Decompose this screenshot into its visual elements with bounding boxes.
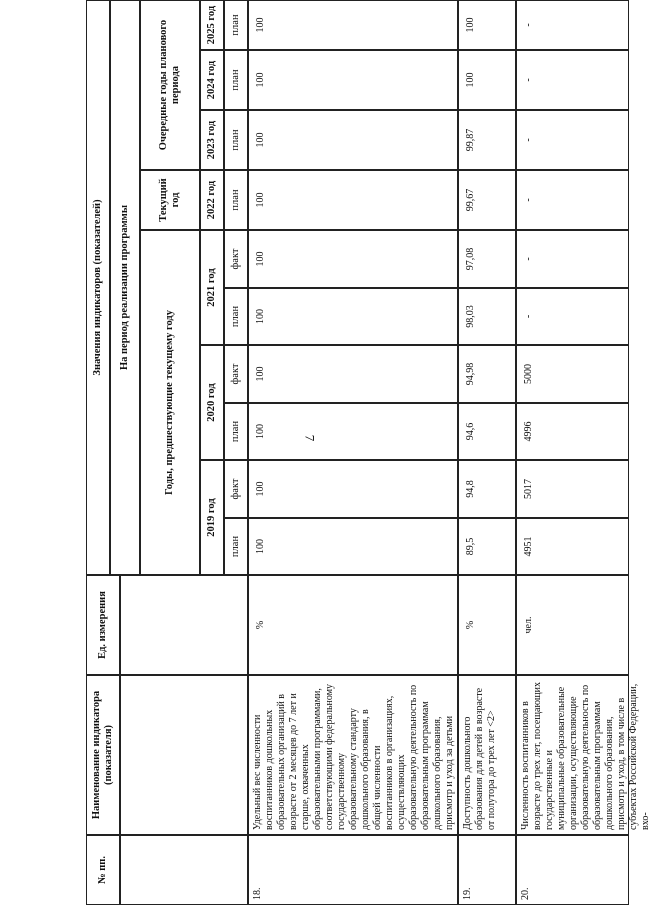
row-20-value: - [516, 230, 629, 288]
row-20-value: 5017 [516, 460, 629, 518]
header-spacer [120, 575, 248, 675]
row-20-unit: чел. [516, 575, 629, 675]
header-current-year: Текущий год [140, 170, 200, 230]
header-spacer [120, 835, 248, 905]
row-18-value: 100 [248, 518, 458, 575]
row-18-value: 100 [248, 110, 458, 170]
indicator-table [86, 0, 651, 905]
header-year-2020: 2020 год [200, 345, 224, 460]
row-18-value: 100 [248, 345, 458, 403]
row-19-value: 100 [458, 0, 516, 50]
header-year-2025: 2025 год [200, 0, 224, 50]
row-19-name: Доступность дошкольного образования для детей в возрасте от полутора до трех лет <2> [458, 675, 516, 835]
row-18-value: 100 [248, 403, 458, 460]
header-plan: план [224, 0, 248, 50]
header-next-years: Очередные годы планового периода [140, 0, 200, 170]
row-18-value: 100 [248, 288, 458, 345]
row-19-value: 99,87 [458, 110, 516, 170]
header-period: На период реализации программы [110, 0, 140, 575]
row-19-value: 89,5 [458, 518, 516, 575]
row-20-value: - [516, 170, 629, 230]
header-plan: план [224, 170, 248, 230]
header-prev-years: Годы, предшествующие текущему году [140, 230, 200, 575]
row-20-value: - [516, 0, 629, 50]
header-fact: факт [224, 230, 248, 288]
row-18-unit: % [248, 575, 458, 675]
row-19-num: 19. [458, 835, 516, 905]
header-year-2023: 2023 год [200, 110, 224, 170]
row-19-unit: % [458, 575, 516, 675]
header-plan: план [224, 518, 248, 575]
header-values: Значения индикаторов (показателей) [86, 0, 110, 575]
row-19-value: 97,08 [458, 230, 516, 288]
row-18-value: 100 [248, 170, 458, 230]
row-19-value: 98,03 [458, 288, 516, 345]
header-plan: план [224, 403, 248, 460]
header-plan: план [224, 110, 248, 170]
header-year-2021: 2021 год [200, 230, 224, 345]
row-18-value: 100 [248, 50, 458, 110]
row-20-value: 4951 [516, 518, 629, 575]
row-18-value: 100 [248, 0, 458, 50]
row-20-name: Численность воспитанников в возрасте до трех лет, посещающих государственные и муниципальные образовательные организации, осуществляющие образовательную деятельность по образовательным программам дошкольного образования, присмотр и уход, в том числе в субъектах Российской Федерации, вхо- [516, 675, 629, 835]
row-19-value: 94,6 [458, 403, 516, 460]
row-18-name: Удельный вес численности воспитанников дошкольных образовательных организаций в возрасте от 2 месяцев до 7 лет и старше, охваченных образовательными программами, соответствующими федеральному государственному образовательному стандарту дошкольного образования, в общей численности воспитанников в организациях, осуществляющих образовательную деятельность по образовательным программам дошкольного образования, присмотр и уход за детьми [248, 675, 458, 835]
header-plan: план [224, 288, 248, 345]
row-19-value: 100 [458, 50, 516, 110]
header-unit: Ед. измерения [86, 575, 120, 675]
header-fact: факт [224, 460, 248, 518]
header-fact: факт [224, 345, 248, 403]
row-18-value: 100 [248, 230, 458, 288]
header-name: Наименование индикатора (показателя) [86, 675, 120, 835]
row-18-value: 100 [248, 460, 458, 518]
header-year-2024: 2024 год [200, 50, 224, 110]
row-20-value: 5000 [516, 345, 629, 403]
page-number: 7 [302, 434, 318, 442]
row-18-num: 18. [248, 835, 458, 905]
row-20-value: - [516, 50, 629, 110]
row-20-value: - [516, 288, 629, 345]
header-year-2022: 2022 год [200, 170, 224, 230]
row-19-value: 94,8 [458, 460, 516, 518]
header-year-2019: 2019 год [200, 460, 224, 575]
row-19-value: 99,67 [458, 170, 516, 230]
row-20-value: 4996 [516, 403, 629, 460]
header-num: № пп. [86, 835, 120, 905]
row-19-value: 94,98 [458, 345, 516, 403]
header-spacer [120, 675, 248, 835]
row-20-num: 20. [516, 835, 629, 905]
row-20-value: - [516, 110, 629, 170]
header-plan: план [224, 50, 248, 110]
